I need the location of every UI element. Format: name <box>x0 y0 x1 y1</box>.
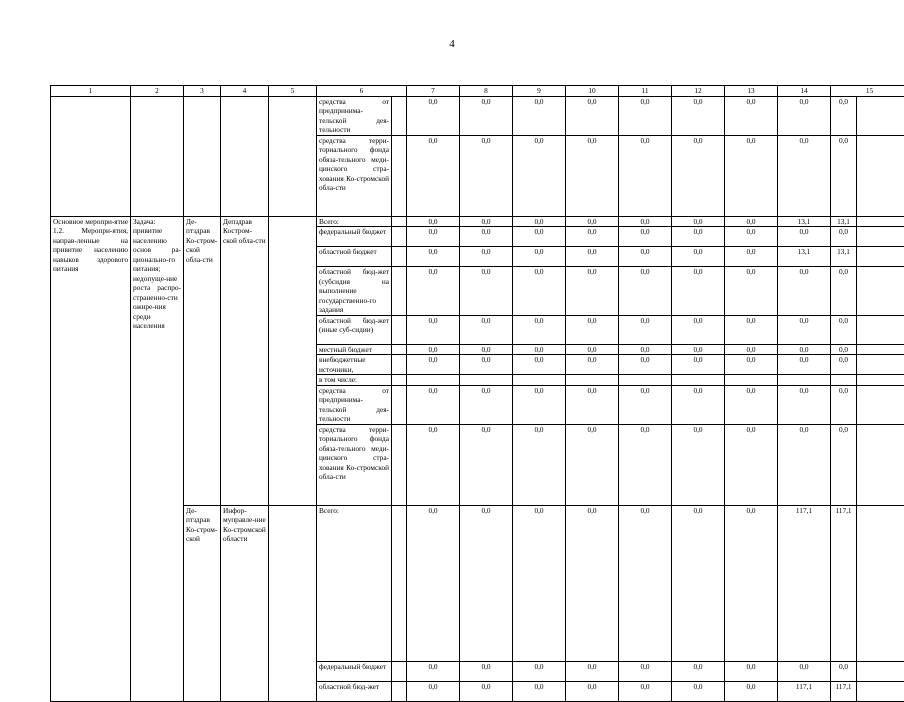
empty-cell <box>407 375 460 386</box>
value-cell: 0,0 <box>831 315 857 344</box>
header-cell: 10 <box>566 86 619 97</box>
value-cell: 0,0 <box>407 315 460 344</box>
value-cell: 0,0 <box>513 247 566 267</box>
value-cell: 0,0 <box>725 662 778 682</box>
value-cell: 0,0 <box>460 227 513 247</box>
funding-source: Всего: <box>317 216 392 227</box>
co-executor: Депздрав Костром-ской обла-сти <box>221 216 269 505</box>
value-cell: 0,0 <box>619 227 672 247</box>
value-cell: 0,0 <box>460 355 513 375</box>
value-cell: 0,0 <box>513 355 566 375</box>
value-cell: 13,1 <box>831 247 857 267</box>
budget-table <box>50 85 904 702</box>
empty-cell <box>392 216 407 227</box>
activity-name: Основное меропри-ятие 1.2. Меропри-ятия, направ-ленные на привитие населению навыков здорового питания <box>51 216 131 702</box>
value-cell: 0,0 <box>566 96 619 135</box>
value-cell: 0,0 <box>619 344 672 355</box>
empty-cell <box>857 505 904 662</box>
header-cell: 7 <box>407 86 460 97</box>
funding-source: областной бюджет <box>317 247 392 267</box>
value-cell: 0,0 <box>566 662 619 682</box>
value-cell: 0,0 <box>725 247 778 267</box>
header-cell: 5 <box>269 86 317 97</box>
value-cell: 0,0 <box>619 662 672 682</box>
empty-cell <box>857 135 904 216</box>
value-cell: 0,0 <box>778 424 831 505</box>
value-cell: 0,0 <box>460 247 513 267</box>
empty-cell <box>513 375 566 386</box>
value-cell: 0,0 <box>725 267 778 316</box>
value-cell: 0,0 <box>725 385 778 424</box>
value-cell: 0,0 <box>566 385 619 424</box>
value-cell: 0,0 <box>725 96 778 135</box>
value-cell: 0,0 <box>407 135 460 216</box>
value-cell: 0,0 <box>672 424 725 505</box>
value-cell: 0,0 <box>460 267 513 316</box>
value-cell: 0,0 <box>566 505 619 662</box>
value-cell: 0,0 <box>460 315 513 344</box>
header-cell: 9 <box>513 86 566 97</box>
empty-cell <box>392 355 407 375</box>
empty-cell <box>857 355 904 375</box>
value-cell: 0,0 <box>407 682 460 702</box>
value-cell: 0,0 <box>566 247 619 267</box>
value-cell: 0,0 <box>513 682 566 702</box>
executor: Де-птздрав Ко-стром-ской <box>184 505 221 702</box>
value-cell: 0,0 <box>831 227 857 247</box>
value-cell: 0,0 <box>513 216 566 227</box>
funding-source: федеральный бюджет <box>317 662 392 682</box>
value-cell: 0,0 <box>725 315 778 344</box>
value-cell: 0,0 <box>566 216 619 227</box>
value-cell: 0,0 <box>831 96 857 135</box>
value-cell: 0,0 <box>672 315 725 344</box>
value-cell: 0,0 <box>778 227 831 247</box>
value-cell: 0,0 <box>619 267 672 316</box>
value-cell: 0,0 <box>566 424 619 505</box>
header-cell: 12 <box>672 86 725 97</box>
value-cell: 0,0 <box>619 135 672 216</box>
value-cell: 0,0 <box>778 355 831 375</box>
value-cell: 0,0 <box>672 267 725 316</box>
empty-cell <box>392 227 407 247</box>
empty-cell <box>566 375 619 386</box>
value-cell: 117,1 <box>778 682 831 702</box>
empty-cell <box>831 375 857 386</box>
value-cell: 0,0 <box>407 227 460 247</box>
value-cell: 0,0 <box>566 355 619 375</box>
empty-cell <box>269 216 317 505</box>
value-cell: 0,0 <box>460 682 513 702</box>
value-cell: 0,0 <box>566 227 619 247</box>
value-cell: 0,0 <box>513 505 566 662</box>
value-cell: 0,0 <box>619 424 672 505</box>
value-cell: 0,0 <box>407 267 460 316</box>
value-cell: 0,0 <box>672 96 725 135</box>
value-cell: 0,0 <box>725 355 778 375</box>
empty-cell <box>725 375 778 386</box>
empty-cell <box>857 267 904 316</box>
value-cell: 13,1 <box>778 247 831 267</box>
value-cell: 0,0 <box>831 267 857 316</box>
funding-source: областной бюд-жет <box>317 682 392 702</box>
value-cell: 0,0 <box>407 385 460 424</box>
value-cell: 0,0 <box>513 96 566 135</box>
empty-cell <box>392 682 407 702</box>
funding-source: в том числе: <box>317 375 392 386</box>
co-executor: Инфор-муправле-ние Ко-стромской области <box>221 505 269 702</box>
value-cell: 0,0 <box>407 96 460 135</box>
value-cell: 0,0 <box>725 505 778 662</box>
funding-source: областной бюд-жет (субсидия на выполнение государственно-го задания <box>317 267 392 316</box>
header-cell: 13 <box>725 86 778 97</box>
table-row <box>51 216 904 227</box>
value-cell: 0,0 <box>672 385 725 424</box>
empty-cell <box>857 682 904 702</box>
value-cell: 0,0 <box>725 227 778 247</box>
value-cell: 0,0 <box>460 216 513 227</box>
empty-cell <box>51 96 131 216</box>
funding-source: Всего: <box>317 505 392 662</box>
header-row <box>51 86 904 97</box>
empty-cell <box>392 315 407 344</box>
value-cell: 0,0 <box>672 247 725 267</box>
value-cell: 0,0 <box>619 315 672 344</box>
value-cell: 0,0 <box>619 216 672 227</box>
value-cell: 0,0 <box>778 662 831 682</box>
value-cell: 0,0 <box>513 424 566 505</box>
value-cell: 0,0 <box>778 344 831 355</box>
empty-cell <box>857 216 904 227</box>
value-cell: 0,0 <box>672 355 725 375</box>
task-description: Задача: привитие населению основ ра-ционально-го питания; недопуще-ние роста распро-страненно-сти ожире-ния среди населения <box>131 216 184 702</box>
empty-cell <box>269 96 317 216</box>
value-cell: 0,0 <box>407 216 460 227</box>
value-cell: 117,1 <box>831 505 857 662</box>
value-cell: 0,0 <box>725 135 778 216</box>
value-cell: 0,0 <box>407 505 460 662</box>
empty-cell <box>392 247 407 267</box>
value-cell: 0,0 <box>831 135 857 216</box>
value-cell: 0,0 <box>460 385 513 424</box>
empty-cell <box>392 344 407 355</box>
value-cell: 0,0 <box>672 682 725 702</box>
funding-source: средства от предпринима-тельской дея-тельности <box>317 385 392 424</box>
value-cell: 0,0 <box>460 344 513 355</box>
empty-cell <box>857 247 904 267</box>
funding-source: внебюджетные источники, <box>317 355 392 375</box>
page-number: 4 <box>0 38 904 50</box>
funding-source: федеральный бюджет <box>317 227 392 247</box>
value-cell: 0,0 <box>566 682 619 702</box>
header-cell: 2 <box>131 86 184 97</box>
empty-cell <box>269 505 317 702</box>
value-cell: 0,0 <box>619 247 672 267</box>
value-cell: 0,0 <box>460 505 513 662</box>
empty-cell <box>392 385 407 424</box>
empty-cell <box>857 96 904 135</box>
value-cell: 0,0 <box>725 682 778 702</box>
value-cell: 0,0 <box>672 662 725 682</box>
value-cell: 0,0 <box>460 662 513 682</box>
value-cell: 0,0 <box>672 344 725 355</box>
empty-cell <box>184 96 221 216</box>
value-cell: 0,0 <box>513 662 566 682</box>
empty-cell <box>857 662 904 682</box>
value-cell: 0,0 <box>725 424 778 505</box>
value-cell: 0,0 <box>778 267 831 316</box>
value-cell: 0,0 <box>619 505 672 662</box>
empty-cell <box>392 135 407 216</box>
funding-source: средства от предпринима-тельской дея-тельности <box>317 96 392 135</box>
empty-cell <box>672 375 725 386</box>
value-cell: 0,0 <box>407 247 460 267</box>
value-cell: 13,1 <box>831 216 857 227</box>
empty-cell <box>392 662 407 682</box>
table-row <box>51 96 904 135</box>
value-cell: 0,0 <box>407 424 460 505</box>
value-cell: 0,0 <box>831 355 857 375</box>
value-cell: 13,1 <box>778 216 831 227</box>
funding-source: средства терри-ториального фонда обяза-тельного меди-цинского стра-хования Ко-стромской обла-сти <box>317 424 392 505</box>
empty-cell <box>619 375 672 386</box>
empty-cell <box>460 375 513 386</box>
empty-cell <box>857 344 904 355</box>
value-cell: 0,0 <box>566 135 619 216</box>
value-cell: 0,0 <box>460 424 513 505</box>
value-cell: 0,0 <box>513 267 566 316</box>
empty-cell <box>392 505 407 662</box>
header-cell: 15 <box>831 86 904 97</box>
empty-cell <box>131 96 184 216</box>
value-cell: 0,0 <box>778 385 831 424</box>
value-cell: 0,0 <box>778 135 831 216</box>
empty-cell <box>392 375 407 386</box>
value-cell: 0,0 <box>672 505 725 662</box>
value-cell: 0,0 <box>619 385 672 424</box>
value-cell: 0,0 <box>460 96 513 135</box>
header-cell: 11 <box>619 86 672 97</box>
executor: Де-птздрав Ко-стром-ской обла-сти <box>184 216 221 505</box>
value-cell: 0,0 <box>725 216 778 227</box>
value-cell: 0,0 <box>778 96 831 135</box>
empty-cell <box>778 375 831 386</box>
empty-cell <box>857 424 904 505</box>
value-cell: 0,0 <box>619 682 672 702</box>
empty-cell <box>857 315 904 344</box>
value-cell: 0,0 <box>619 96 672 135</box>
value-cell: 0,0 <box>513 135 566 216</box>
empty-cell <box>392 424 407 505</box>
header-cell: 8 <box>460 86 513 97</box>
value-cell: 0,0 <box>778 315 831 344</box>
value-cell: 0,0 <box>513 385 566 424</box>
value-cell: 0,0 <box>513 315 566 344</box>
value-cell: 0,0 <box>407 344 460 355</box>
value-cell: 0,0 <box>407 355 460 375</box>
value-cell: 0,0 <box>513 227 566 247</box>
funding-source: местный бюджет <box>317 344 392 355</box>
empty-cell <box>857 385 904 424</box>
value-cell: 0,0 <box>566 315 619 344</box>
empty-cell <box>392 96 407 135</box>
value-cell: 0,0 <box>460 135 513 216</box>
value-cell: 0,0 <box>513 344 566 355</box>
value-cell: 0,0 <box>831 385 857 424</box>
value-cell: 0,0 <box>619 355 672 375</box>
value-cell: 0,0 <box>831 424 857 505</box>
funding-source: средства терри-ториального фонда обяза-тельного меди-цинского стра-хования Ко-стромской обла-сти <box>317 135 392 216</box>
header-cell: 14 <box>778 86 831 97</box>
funding-source: областной бюд-жет (иные суб-сидии) <box>317 315 392 344</box>
header-cell: 4 <box>221 86 269 97</box>
empty-cell <box>857 375 904 386</box>
value-cell: 0,0 <box>831 344 857 355</box>
value-cell: 0,0 <box>672 216 725 227</box>
value-cell: 0,0 <box>566 267 619 316</box>
header-cell: 1 <box>51 86 131 97</box>
header-cell: 6 <box>317 86 407 97</box>
value-cell: 117,1 <box>831 682 857 702</box>
value-cell: 0,0 <box>672 227 725 247</box>
empty-cell <box>857 227 904 247</box>
value-cell: 0,0 <box>407 662 460 682</box>
value-cell: 0,0 <box>831 662 857 682</box>
value-cell: 0,0 <box>566 344 619 355</box>
empty-cell <box>221 96 269 216</box>
value-cell: 0,0 <box>672 135 725 216</box>
value-cell: 117,1 <box>778 505 831 662</box>
header-cell: 3 <box>184 86 221 97</box>
empty-cell <box>392 267 407 316</box>
value-cell: 0,0 <box>725 344 778 355</box>
